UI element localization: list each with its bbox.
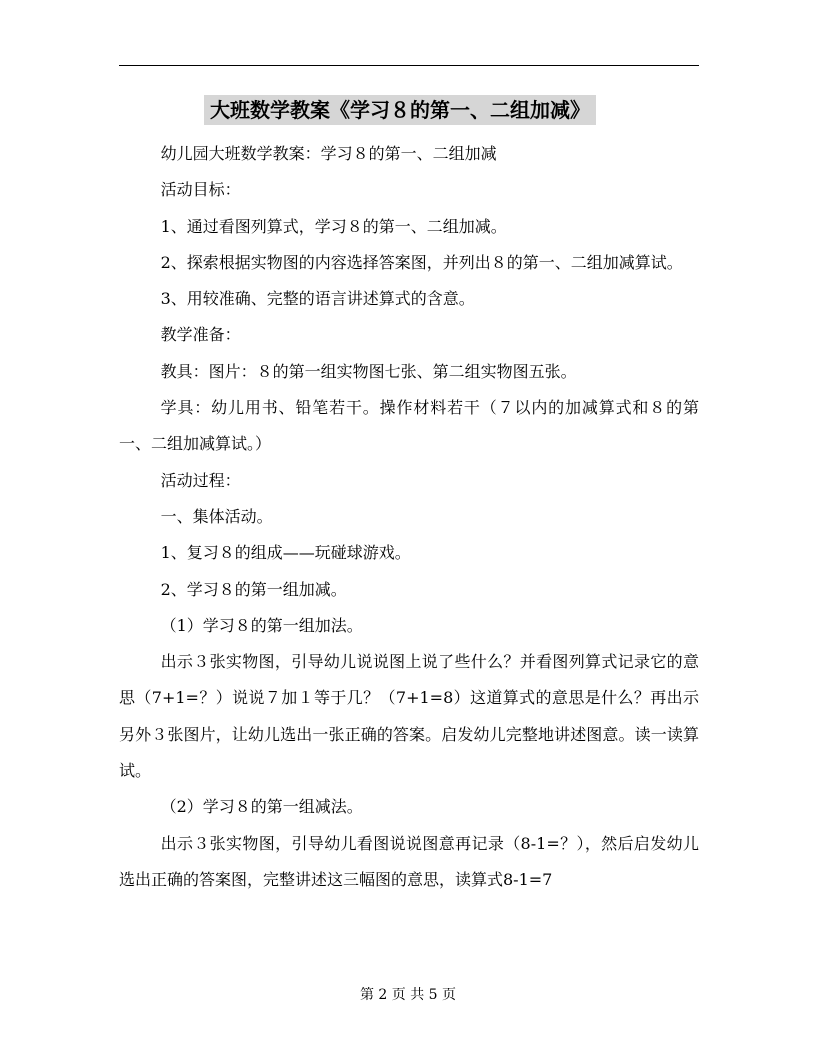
paragraph: 活动目标： [160,180,241,200]
document-title: 大班数学教案《学习８的第一、二组加减》 [204,95,596,125]
page-footer: 第 2 页 共 5 页 [359,987,457,1003]
paragraph: 1、复习８的组成——玩碰球游戏。 [160,543,411,563]
paragraph: 2、学习８的第一组加减。 [160,579,347,599]
paragraph: 教学准备： [160,325,241,345]
paragraph: 2、探索根据实物图的内容选择答案图，并列出８的第一、二组加减算试。 [160,252,683,272]
paragraph: 3、用较准确、完整的语言讲述算式的含意。 [160,289,475,309]
paragraph: 1、通过看图列算式，学习８的第一、二组加减。 [160,216,507,236]
paragraph: （2）学习８的第一组减法。 [160,797,363,817]
paragraph: 幼儿园大班数学教案：学习８的第一、二组加减 [160,144,497,163]
paragraph: 活动过程： [160,470,241,490]
paragraph: 出示３张实物图，引导幼儿说说图上说了些什么？并看图列算式记录它的意思（7+1=？）说说７加１等于几？（7+1=8）这道算式的意思是什么？再出示另外３张图片，让幼儿选出一张正确的答案。启发幼儿完整地讲述图意。读一读算试。 [119,652,699,781]
header-rule [119,65,699,66]
paragraph: 教具：图片：８的第一组实物图七张、第二组实物图五张。 [160,361,577,381]
document-body [119,136,699,898]
paragraph: 一、集体活动。 [160,506,273,526]
paragraph: （1）学习８的第一组加法。 [160,615,363,635]
paragraph: 学具：幼儿用书、铅笔若干。操作材料若干（７以内的加减算式和８的第一、二组加减算试。） [119,398,699,454]
paragraph: 出示３张实物图，引导幼儿看图说说图意再记录（8-1=？），然后启发幼儿选出正确的答案图，完整讲述这三幅图的意思，读算式8-1=7 [119,833,699,889]
